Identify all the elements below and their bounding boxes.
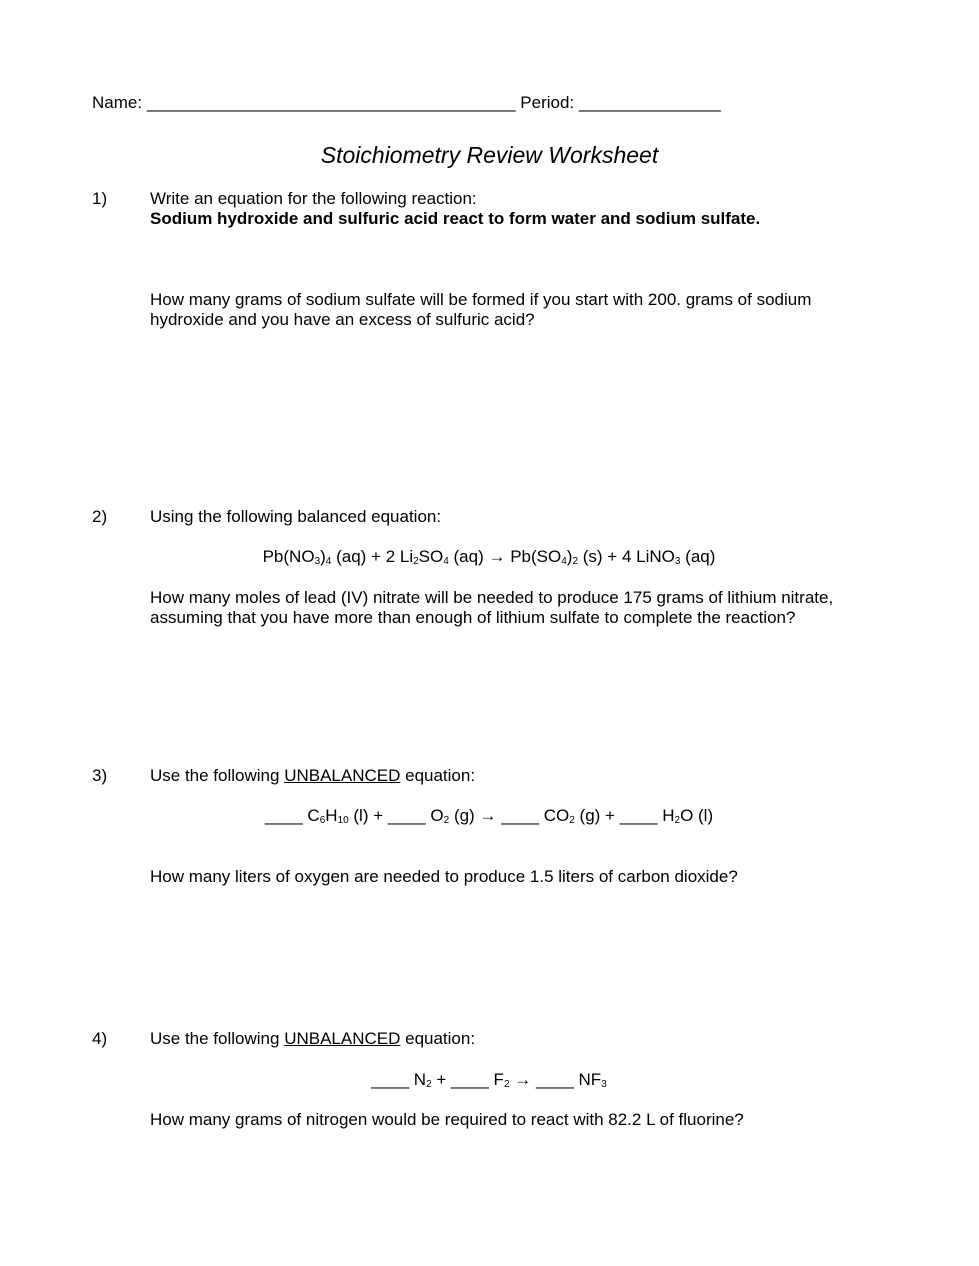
q4-question: How many grams of nitrogen would be required to react with 82.2 L of fluorine? — [150, 1110, 744, 1129]
blank[interactable]: ____ — [619, 806, 658, 825]
q1-reaction: Sodium hydroxide and sulfuric acid react to form water and sodium sulfate. — [150, 209, 761, 228]
name-blank[interactable]: _______________________________________ — [146, 93, 516, 112]
period-blank[interactable]: _______________ — [578, 93, 721, 112]
q2-number: 2) — [92, 507, 108, 526]
period-label: Period: — [520, 93, 575, 112]
blank[interactable]: ____ — [451, 1070, 489, 1089]
q4-equation: ____ $N_2$ + ____ $F_2$ → ____ $NF_3$ — [371, 1070, 607, 1090]
q1-question-line2: hydroxide and you have an excess of sulfuric acid? — [150, 310, 535, 329]
arrow-icon: → — [488, 547, 506, 566]
q2-question-line2: assuming that you have more than enough of lithium sulfate to complete the reaction? — [150, 608, 796, 627]
blank[interactable]: ____ — [371, 1070, 410, 1089]
q1-prompt: Write an equation for the following reaction: — [150, 189, 477, 208]
arrow-icon: → — [479, 806, 497, 825]
q3-question: How many liters of oxygen are needed to produce 1.5 liters of carbon dioxide? — [150, 867, 738, 886]
q2-equation: $Pb(NO_3)_4$ (aq) + 2 $Li_2SO_4$ $(aq) \to Pb(SO_4)_2$ (s) + 4 LiNO$_3$ (aq) — [262, 547, 716, 567]
q3-equation: ____ $C_6H_{10}$ (l) + ____ $O_2$ (g) → ____ $CO_2$ (g) + ____ $H_2O$ (l) — [264, 806, 714, 826]
q4-number: 4) — [92, 1029, 108, 1048]
arrow-icon: → — [514, 1070, 532, 1089]
q2-question-line1: How many moles of lead (IV) nitrate will be needed to produce 175 grams of lithium nitrate, — [150, 588, 834, 607]
q3-number: 3) — [92, 766, 108, 785]
page-title: Stoichiometry Review Worksheet — [320, 142, 659, 168]
q1-number: 1) — [92, 189, 108, 208]
name-label: Name: — [92, 93, 143, 112]
q4-prompt: Use the following UNBALANCED equation: — [150, 1029, 476, 1048]
blank[interactable]: ____ — [501, 806, 540, 825]
blank[interactable]: ____ — [535, 1070, 574, 1089]
q1-question-line1: How many grams of sodium sulfate will be formed if you start with 200. grams of sodium — [150, 290, 812, 309]
q2-prompt: Using the following balanced equation: — [150, 507, 442, 526]
blank[interactable]: ____ — [264, 806, 303, 825]
blank[interactable]: ____ — [387, 806, 426, 825]
name-line — [92, 93, 721, 113]
q3-prompt: Use the following UNBALANCED equation: — [150, 766, 476, 785]
